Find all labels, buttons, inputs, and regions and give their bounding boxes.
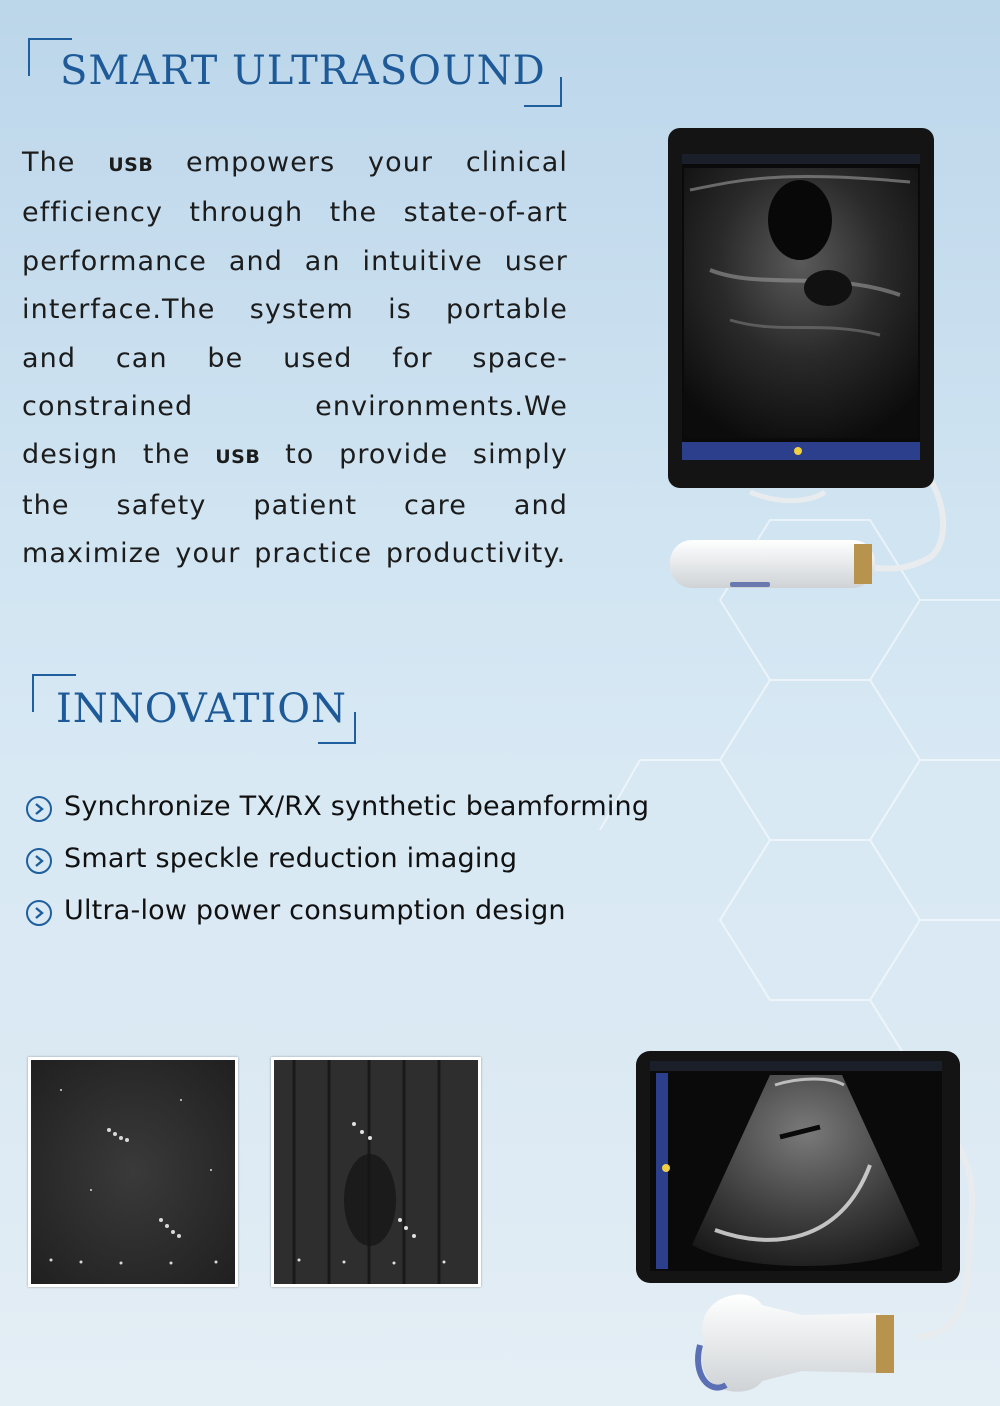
usb-label-2: USB [215, 446, 261, 469]
feature-item [26, 832, 649, 884]
chevron-circle-icon [26, 796, 52, 822]
smart-ultrasound-title: SMART ULTRASOUND [60, 48, 546, 94]
speckle-sample-image-1 [28, 1057, 238, 1287]
tablet-linear-probe-image [650, 120, 950, 610]
intro-text-1: The [22, 147, 109, 178]
heading-corner-bottom-right [318, 712, 356, 744]
feature-text: Synchronize TX/RX synthetic beamforming [64, 790, 650, 822]
feature-item [26, 780, 649, 832]
innovation-title: INNOVATION [56, 686, 348, 732]
intro-text-2: empowers your clinical efficiency through the state-of-art performance and an intuitive user interface.The system is portable and can be used for space-constrained environments.We design the [22, 147, 568, 471]
feature-item [26, 884, 649, 936]
chevron-circle-icon [26, 900, 52, 926]
speckle-sample-image-2 [271, 1057, 481, 1287]
heading-corner-bottom-right [524, 77, 562, 107]
usb-label-1: USB [108, 154, 154, 176]
intro-paragraph [22, 139, 568, 579]
intro-text-3: to provide simply the safety patient care and maximize your practice productivity. [22, 439, 568, 570]
chevron-circle-icon [26, 848, 52, 874]
innovation-feature-list [26, 780, 649, 936]
feature-text: Smart speckle reduction imaging [64, 842, 518, 874]
feature-text: Ultra-low power consumption design [64, 894, 566, 926]
tablet-convex-probe-image [630, 1045, 980, 1406]
